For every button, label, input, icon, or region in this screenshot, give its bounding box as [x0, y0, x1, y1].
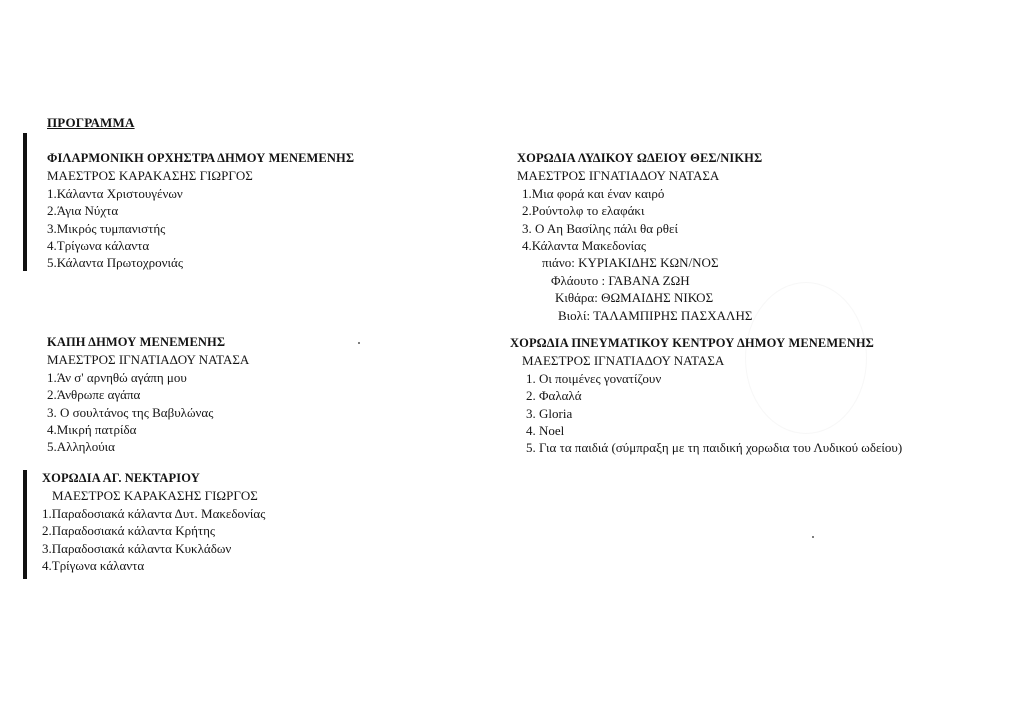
section-heading: ΧΟΡΩΔΙΑ ΠΝΕΥΜΑΤΙΚΟΥ ΚΕΝΤΡΟΥ ΔΗΜΟΥ ΜΕΝΕΜΕΝΗΣ	[510, 336, 874, 350]
song-item: 4.Τρίγωνα κάλαντα	[42, 558, 145, 574]
song-item: 2.Ρούντολφ το ελαφάκι	[522, 203, 645, 219]
section-heading: ΧΟΡΩΔΙΑ ΛΥΔΙΚΟΥ ΩΔΕΙΟΥ ΘΕΣ/ΝΙΚΗΣ	[517, 151, 763, 165]
scan-speck	[358, 342, 360, 344]
program-title: ΠΡΟΓΡΑΜΜΑ	[47, 115, 135, 130]
song-list	[510, 370, 902, 457]
song-item: 3. Gloria	[526, 405, 573, 421]
song-item: 2.Άνθρωπε αγάπα	[47, 387, 141, 403]
section-ag-nektariou	[42, 470, 265, 574]
song-item: 1.Παραδοσιακά κάλαντα Δυτ. Μακεδονίας	[42, 505, 266, 521]
musician-item: Βιολί: ΤΑΛΑΜΠΙΡΗΣ ΠΑΣΧΑΛΗΣ	[558, 307, 753, 323]
conductor-line: ΜΑΕΣΤΡΟΣ ΙΓΝΑΤΙΑΔΟΥ ΝΑΤΑΣΑ	[47, 352, 250, 368]
song-item: 1.Κάλαντα Χριστουγένων	[47, 185, 183, 201]
musician-list	[517, 254, 762, 324]
song-list	[47, 369, 249, 456]
conductor-line: ΜΑΕΣΤΡΟΣ ΙΓΝΑΤΙΑΔΟΥ ΝΑΤΑΣΑ	[522, 353, 725, 369]
conductor-line: ΜΑΕΣΤΡΟΣ ΙΓΝΑΤΙΑΔΟΥ ΝΑΤΑΣΑ	[517, 168, 720, 184]
song-item: 5.Κάλαντα Πρωτοχρονιάς	[47, 255, 183, 271]
scan-speck	[812, 536, 814, 538]
song-item: 4.Κάλαντα Μακεδονίας	[522, 238, 647, 254]
musician-item: Κιθάρα: ΘΩΜΑΙΔΗΣ ΝΙΚΟΣ	[555, 290, 714, 306]
song-item: 3. Ο Αη Βασίλης πάλι θα ρθεί	[522, 220, 678, 236]
section-heading: ΧΟΡΩΔΙΑ ΑΓ. ΝΕΚΤΑΡΙΟΥ	[42, 471, 200, 485]
song-item: 3. Ο σουλτάνος της Βαβυλώνας	[47, 404, 214, 420]
song-item: 4. Noel	[526, 423, 565, 439]
musician-item: Φλάουτο : ΓΑΒΑΝΑ ΖΩΗ	[551, 272, 690, 288]
song-item: 4.Μικρή πατρίδα	[47, 422, 137, 438]
section-marker-bar	[23, 470, 27, 579]
song-list	[47, 185, 354, 272]
conductor-line: ΜΑΕΣΤΡΟΣ ΚΑΡΑΚΑΣΗΣ ΓΙΩΡΓΟΣ	[47, 168, 253, 184]
section-pneumatiko-kentro	[510, 335, 902, 457]
song-list	[42, 505, 265, 575]
section-marker-bar	[23, 133, 27, 271]
song-item: 2.Παραδοσιακά κάλαντα Κρήτης	[42, 523, 216, 539]
section-heading: ΚΑΠΗ ΔΗΜΟΥ ΜΕΝΕΜΕΝΗΣ	[47, 335, 226, 349]
section-philharmonic	[47, 150, 354, 272]
song-item: 2.Άγια Νύχτα	[47, 203, 119, 219]
song-item: 1. Οι ποιμένες γονατίζουν	[526, 370, 662, 386]
section-lydiko-odeio	[517, 150, 762, 324]
song-item: 1.Μια φορά και έναν καιρό	[522, 185, 665, 201]
song-item: 3.Μικρός τυμπανιστής	[47, 220, 166, 236]
musician-item: πιάνο: ΚΥΡΙΑΚΙΔΗΣ ΚΩΝ/ΝΟΣ	[542, 255, 719, 271]
section-kapi	[47, 334, 249, 456]
song-item: 3.Παραδοσιακά κάλαντα Κυκλάδων	[42, 540, 232, 556]
song-item: 5. Για τα παιδιά (σύμπραξη με τη παιδική χορωδια του Λυδικού ωδείου)	[526, 440, 903, 456]
conductor-line: ΜΑΕΣΤΡΟΣ ΚΑΡΑΚΑΣΗΣ ΓΙΩΡΓΟΣ	[52, 488, 258, 504]
song-list	[517, 185, 762, 255]
song-item: 5.Αλληλούια	[47, 439, 115, 455]
song-item: 2. Φαλαλά	[526, 388, 582, 404]
song-item: 4.Τρίγωνα κάλαντα	[47, 238, 150, 254]
song-item: 1.Άν σ' αρνηθώ αγάπη μου	[47, 369, 187, 385]
section-heading: ΦΙΛΑΡΜΟΝΙΚΗ ΟΡΧΗΣΤΡΑ ΔΗΜΟΥ ΜΕΝΕΜΕΝΗΣ	[47, 151, 355, 165]
